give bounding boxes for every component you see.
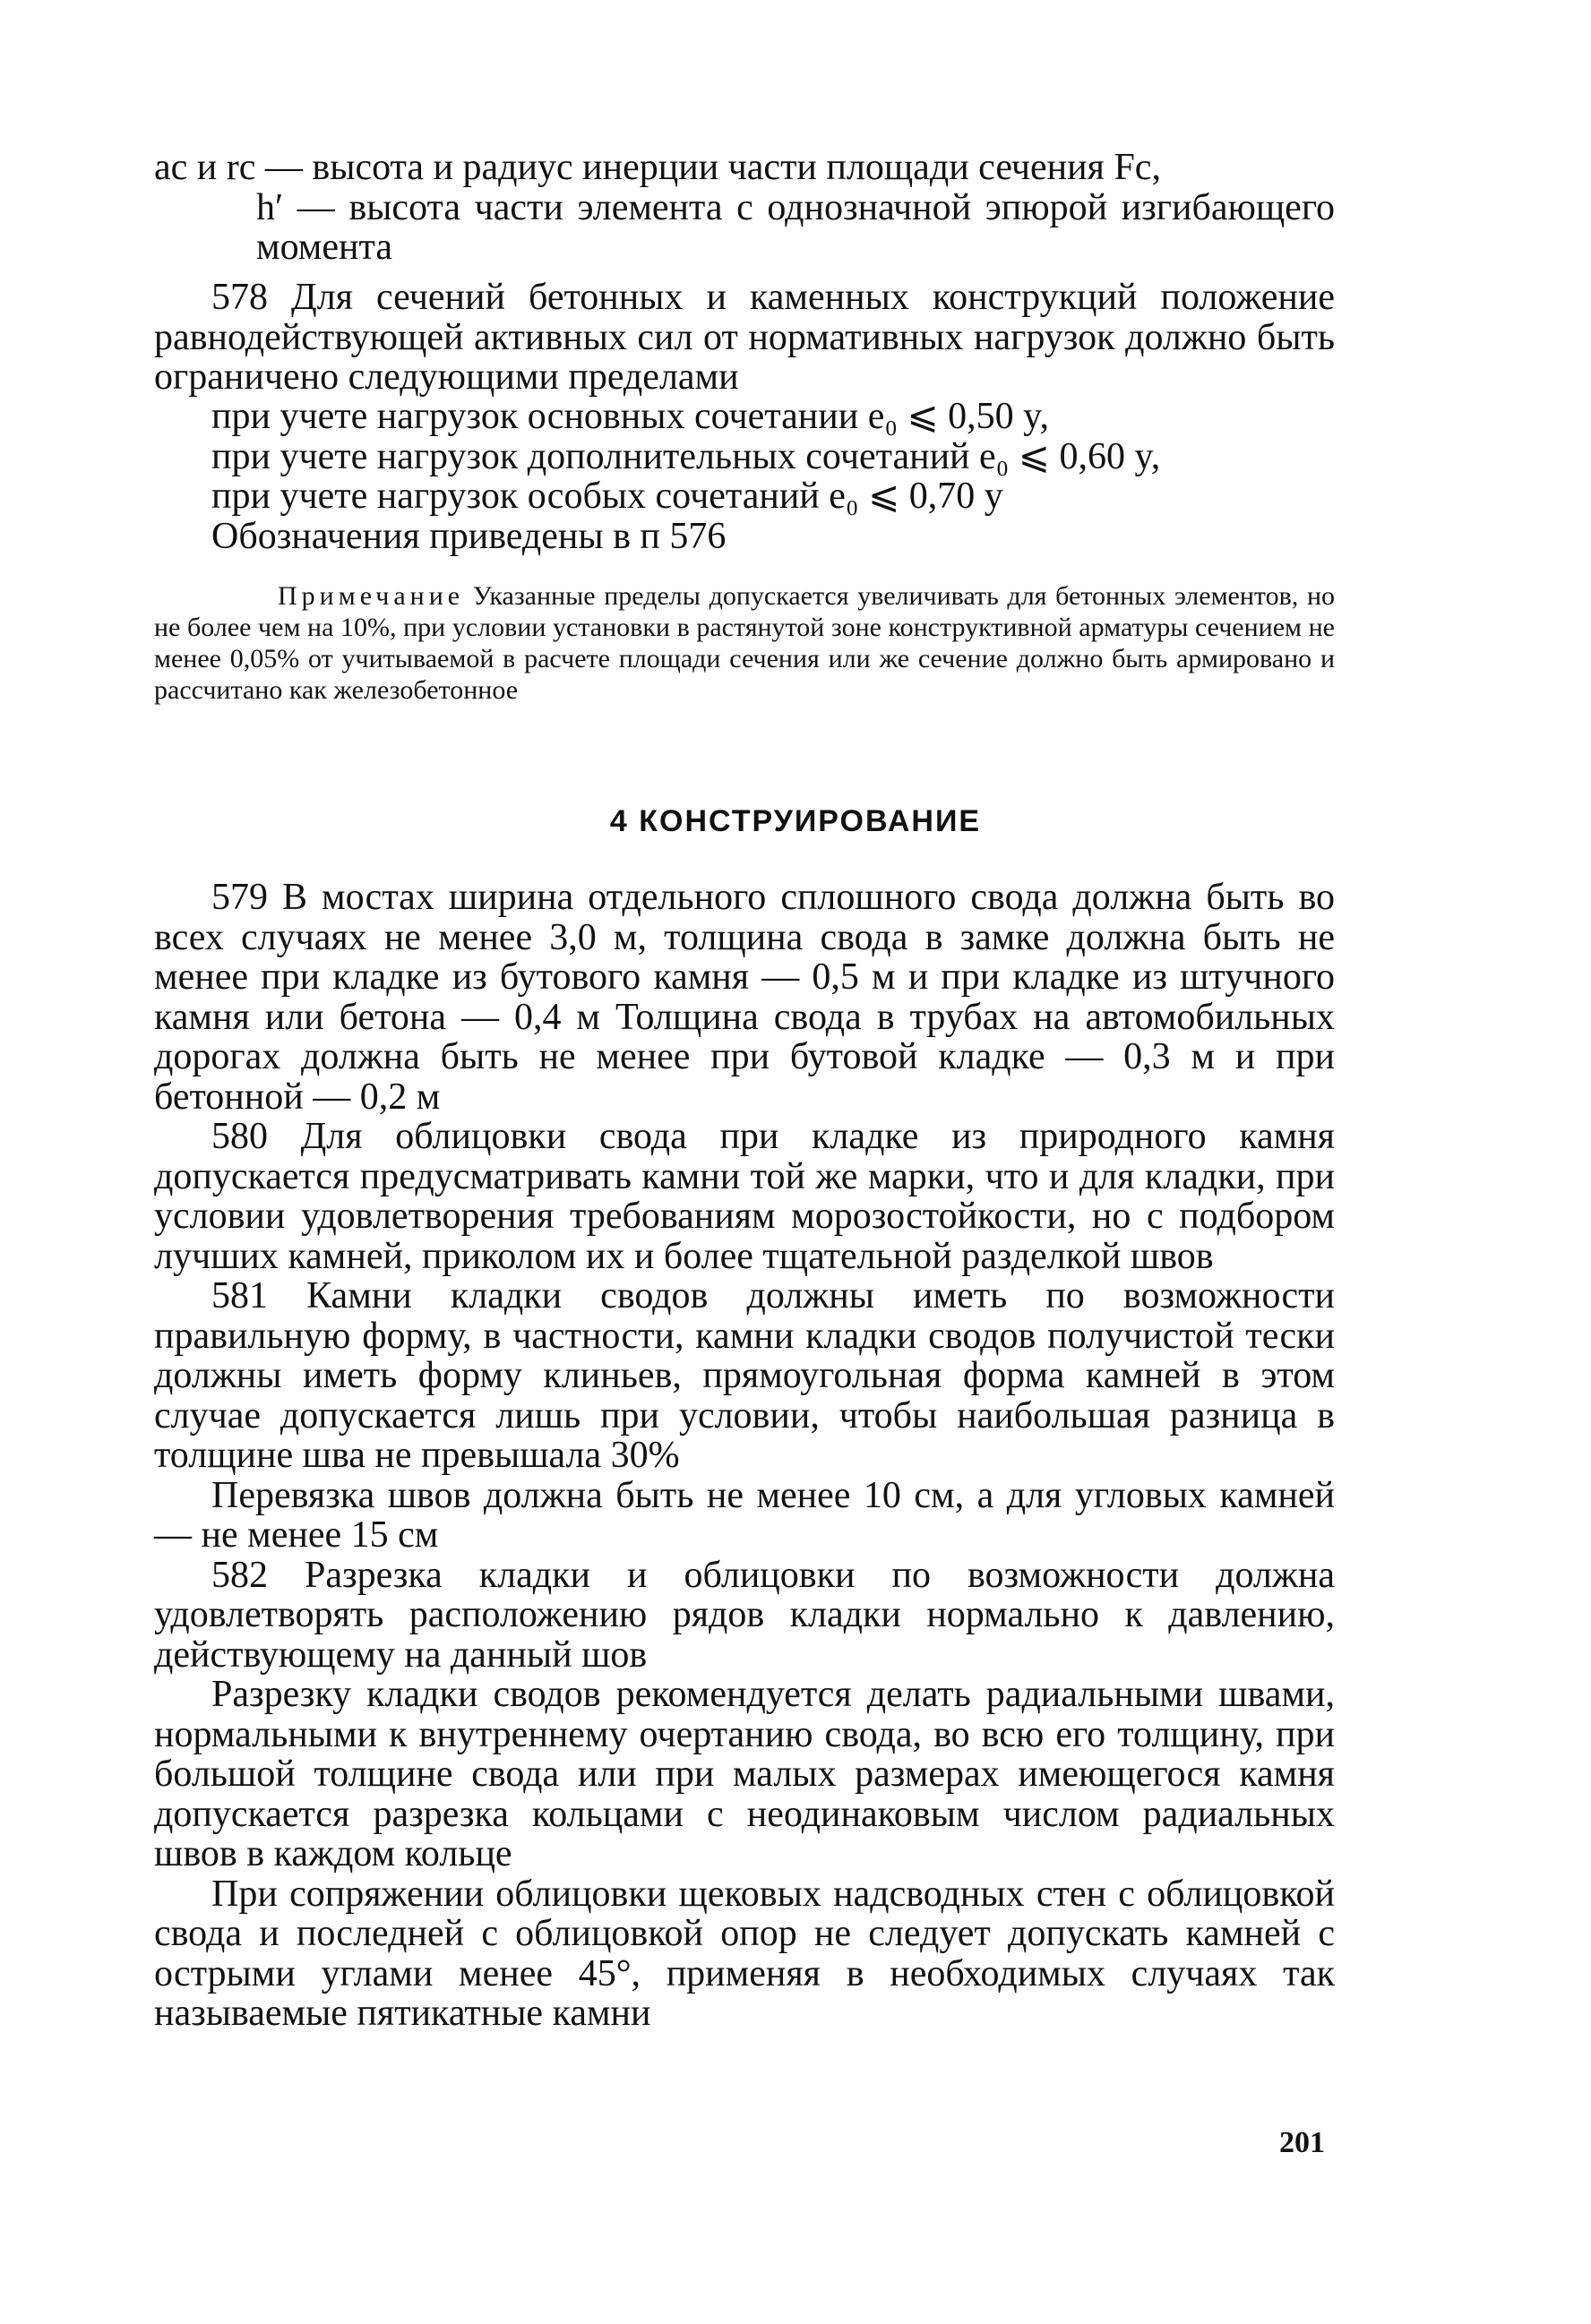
formula-special-load: при учете нагрузок особых сочетаний e₀ ⩽ 0,70 y	[211, 476, 1003, 517]
note-text: Указанные пределы допускается увеличивать для бетонных элементов, но не более чем на 10%, при условии установки в растянутой зоне конструктивной арматуры сечением не менее 0,05% от учитываемой в расчете площади сечения или же сечение должно быть армировано и рассчитано как железобетонное	[154, 581, 1336, 705]
clause-580: 580 Для облицовки свода при кладке из природного камня допускается предусматривать камни той же марки, что и для кладки, при условии удовлетворения требованиям морозостойкости, но с подбором лучших камней, приколом их и более тщательной разделкой швов	[154, 1116, 1335, 1277]
definition-line-2: h′ — высота части элемента с однозначной эпюрой изгибающего момента	[256, 186, 1335, 268]
note-label: Примечание	[278, 581, 465, 611]
paragraph-joint-bonding: Перевязка швов должна быть не менее 10 см, а для угловых камней — не менее 15 см	[154, 1474, 1335, 1556]
clause-582: 582 Разрезка кладки и облицовки по возможности должна удовлетворять расположению рядов кладки нормально к давлению, действующему на данный шов	[154, 1554, 1335, 1676]
clause-579: 579 В мостах ширина отдельного сплошного свода должна быть во всех случаях не менее 3,0 м, толщина свода в замке должна быть не менее при кладке из бутового камня — 0,5 м и при кладке из штучного камня или бетона — 0,4 м Толщина свода в трубах на автомобильных дорогах должна быть не менее при бутовой кладке — 0,3 м и при бетонной — 0,2 м	[154, 877, 1335, 1118]
clause-578: 578 Для сечений бетонных и каменных конструкций положение равнодействующей активных сил от нормативных нагрузок должно быть ограничено следующими пределами	[154, 277, 1335, 398]
page-number: 201	[1279, 2126, 1325, 2159]
formula-main-load: при учете нагрузок основных сочетании e₀ ⩽ 0,50 y,	[211, 396, 1049, 437]
designations-reference: Обозначения приведены в п 576	[211, 515, 727, 557]
symbol-definitions	[154, 148, 1335, 268]
definition-line-1: aс и rс — высота и радиус инерции части площади сечения Fс,	[154, 147, 1161, 188]
main-text	[154, 878, 1335, 2034]
paragraph-vault-cutting: Разрезку кладки сводов рекомендуется делать радиальными швами, нормальными к внутреннему очертанию свода, во всю его толщину, при большой толщине свода или при малых размерах имеющегося камня допускается разрезка кольцами с неодинаковым числом радиальных швов в каждом кольце	[154, 1674, 1335, 1874]
paragraph-facing-junction: При сопряжении облицовки щековых надсводных стен с облицовкой свода и последней с облицовкой опор не следует допускать камней с острыми углами менее 45°, применяя в необходимых случаях так называемые пятикатные камни	[154, 1873, 1335, 2034]
formula-block	[211, 397, 1331, 556]
section-heading: 4 КОНСТРУИРОВАНИЕ	[609, 804, 982, 838]
formula-additional-load: при учете нагрузок дополнительных сочетаний e₀ ⩽ 0,60 y,	[211, 435, 1161, 477]
note-block	[154, 580, 1335, 706]
clause-581: 581 Камни кладки сводов должны иметь по возможности правильную форму, в частности, камни кладки сводов получистой тески должны иметь форму клиньев, прямоугольная форма камней в этом случае допускается лишь при условии, чтобы наибольшая разница в толщине шва не превышала 30%	[154, 1275, 1335, 1476]
